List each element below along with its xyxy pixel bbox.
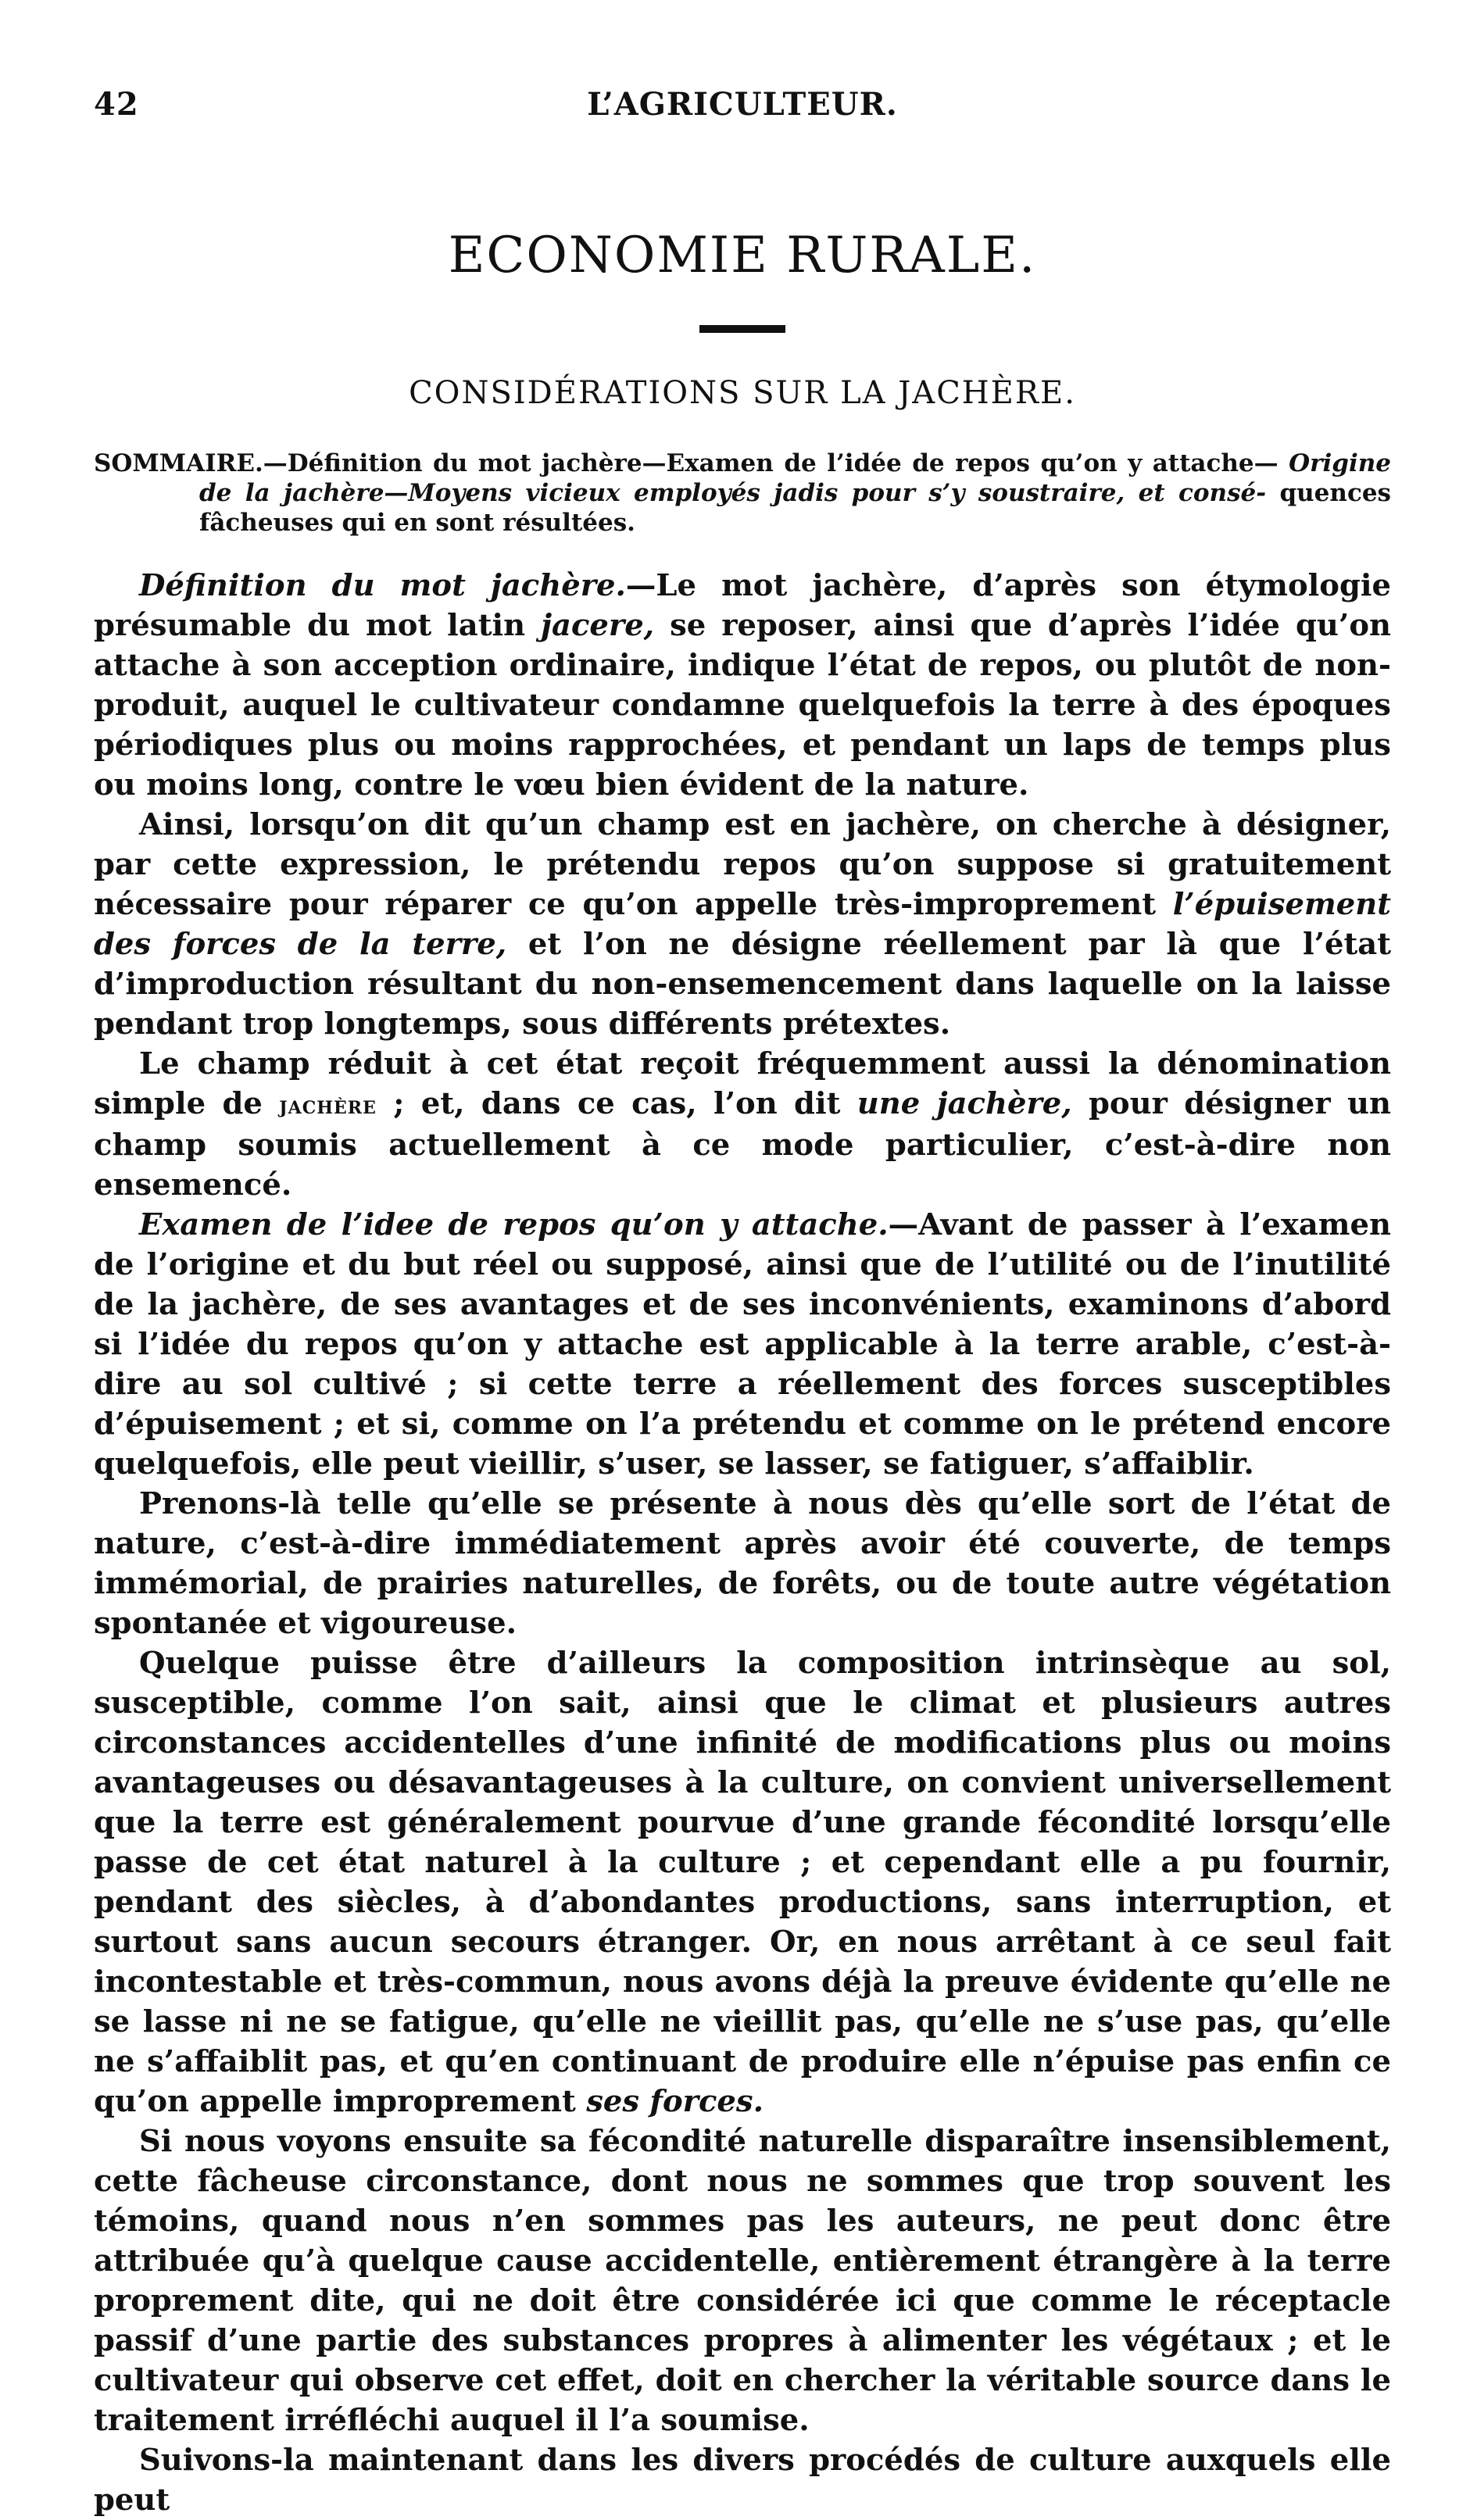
latin-term: jacere, xyxy=(541,608,655,643)
summary-block xyxy=(94,449,1391,538)
paragraph-heading: Définition du mot jachère. xyxy=(139,568,626,603)
small-caps-term: jachère xyxy=(279,1090,377,1120)
paragraph-heading: Examen de l’idee de repos qu’on y attache. xyxy=(139,1207,889,1242)
paragraph-text: et l’on ne désigne réellement par là que l’état d’improduction résultant du non-ensemencement dans laquelle on la laisse pendant trop longtemps, sous différents prétextes. xyxy=(94,927,1392,1042)
italic-phrase: l’épuisement des forces de la terre, xyxy=(94,887,1391,962)
paragraph-text: —Avant de passer à l’examen de l’origine et du but réel ou supposé, ainsi que de l’utilité ou de l’inutilité de la jachère, de ses avantages et de ses inconvénients, examinons d’abord si l’idée du repos qu’on y attache est applicable à la terre arable, c’est-à-dire au sol cultivé ; si cette terre a réellement des forces susceptibles d’épuisement ; et si, comme on l’a prétendu et comme on le prétend encore quelquefois, elle peut vieillir, s’user, se lasser, se fatiguer, s’affaiblir. xyxy=(94,1207,1391,1482)
paragraph-text-block xyxy=(94,805,1391,1044)
paragraph-text: Ainsi, lorsqu’on dit qu’un champ est en jachère, on cherche à désigner, par cette expression, le prétendu repos qu’on suppose si gratuitement nécessaire pour réparer ce qu’on appelle très-improprement xyxy=(94,807,1391,922)
summary-italic-text: Origine de la jachère—Moyens vicieux employés jadis pour s’y soustraire, et consé- xyxy=(199,449,1391,507)
paragraph-text: ; et, dans ce cas, l’on dit xyxy=(393,1086,841,1121)
book-page xyxy=(94,86,1391,2520)
summary-label: SOMMAIRE. xyxy=(94,449,263,477)
paragraph-text: Quelque puisse être d’ailleurs la composition intrinsèque au sol, susceptible, comme l’on sait, ainsi que le climat et plusieurs autres circonstances accidentelles d’une infinité de modifications plus ou moins avantageuses ou désavantageuses à la culture, on convient universellement que la terre est généralement pourvue d’une grande fécondité lorsqu’elle passe de cet état naturel à la culture ; et cependant elle a pu fournir, pendant des siècles, à d’abondantes productions, sans interruption, et surtout sans aucun secours étranger. Or, en nous arrêtant à ce seul fait incontestable et très-commun, nous avons déjà la preuve évidente qu’elle ne se lasse ni ne se fatigue, qu’elle ne vieillit pas, qu’elle ne s’use pas, qu’elle ne s’affaiblit pas, et qu’en continuant de produire elle n’épuise pas enfin ce qu’on appelle improprement xyxy=(94,1646,1391,2119)
paragraph-definition xyxy=(94,566,1391,805)
article-title: CONSIDÉRATIONS SUR LA JACHÈRE. xyxy=(409,375,1076,411)
paragraph-text-block xyxy=(94,1484,1391,1643)
section-title: ECONOMIE RURALE. xyxy=(448,227,1037,284)
paragraph-text: pour désigner un champ soumis actuellement à ce mode particulier, c’est-à-dire non ensemencé. xyxy=(94,1086,1392,1203)
article-body xyxy=(94,566,1391,2520)
summary-text-end: quences fâcheuses qui en sont résultées. xyxy=(199,479,1391,537)
title-divider-rule xyxy=(699,325,785,333)
italic-phrase: une jachère, xyxy=(857,1086,1072,1121)
paragraph-text: Prenons-là telle qu’elle se présente à nous dès qu’elle sort de l’état de nature, c’est-à-dire immédiatement après avoir été couverte, de temps immémorial, de prairies naturelles, de forêts, ou de toute autre végétation spontanée et vigoureuse. xyxy=(94,1486,1391,1641)
paragraph-text-block xyxy=(94,1044,1391,1205)
paragraph-text: Le champ réduit à cet état reçoit fréquemment aussi la dénomination simple de xyxy=(94,1046,1391,1121)
paragraph-text-block xyxy=(94,2440,1391,2520)
paragraph-text-block xyxy=(94,1643,1391,2121)
paragraph-text: Si nous voyons ensuite sa fécondité naturelle disparaître insensiblement, cette fâcheuse circonstance, dont nous ne sommes que trop souvent les témoins, quand nous n’en sommes pas les auteurs, ne peut donc être attribuée qu’à quelque cause accidentelle, entièrement étrangère à la terre proprement dite, qui ne doit être considérée ici que comme le réceptacle passif d’une partie des substances propres à alimenter les végétaux ; et le cultivateur qui observe cet effet, doit en chercher la véritable source dans le traitement irréfléchi auquel il l’a soumise. xyxy=(94,2124,1391,2438)
paragraph-text: —Le mot jachère, d’après son étymologie présumable du mot latin xyxy=(94,568,1391,643)
running-header xyxy=(94,86,1391,133)
paragraph-text-block xyxy=(94,2121,1391,2440)
italic-phrase: ses forces. xyxy=(586,2084,764,2119)
journal-title: L’AGRICULTEUR. xyxy=(587,86,898,123)
paragraph-examen xyxy=(94,1205,1391,1484)
summary-text: —Définition du mot jachère—Examen de l’idée de repos qu’on y attache— xyxy=(263,449,1279,477)
paragraph-text: se reposer, ainsi que d’après l’idée qu’on attache à son acception ordinaire, indique l’état de repos, ou plutôt de non-produit, auquel le cultivateur condamne quelquefois la terre à des époques périodiques plus ou moins rapprochées, et pendant un laps de temps plus ou moins long, contre le vœu bien évident de la nature. xyxy=(94,608,1392,802)
page-number: 42 xyxy=(94,86,139,123)
paragraph-text: Suivons-la maintenant dans les divers procédés de culture auxquels elle peut xyxy=(94,2443,1391,2518)
